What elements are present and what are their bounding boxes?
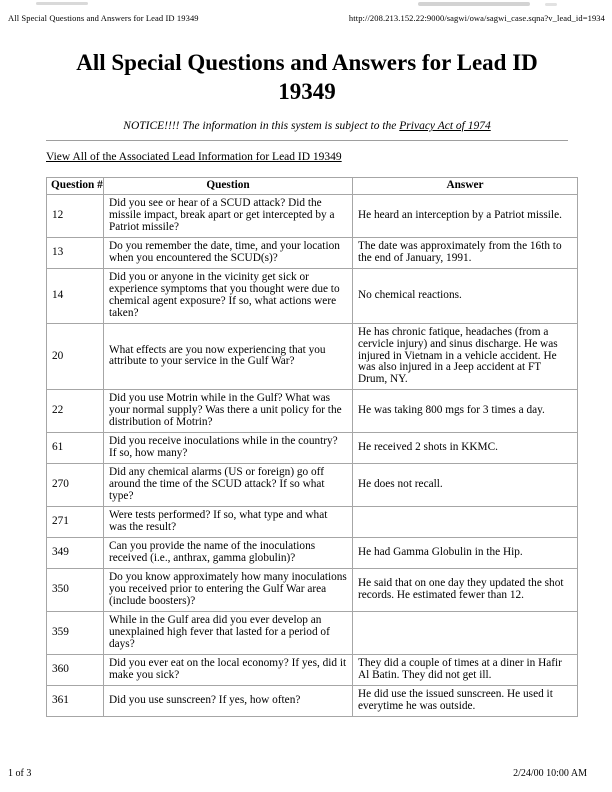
question-number-cell: 271	[47, 507, 104, 538]
question-number-cell: 359	[47, 611, 104, 654]
print-timestamp: 2/24/00 10:00 AM	[513, 768, 587, 779]
answer-cell: He heard an interception by a Patriot missile.	[353, 194, 578, 237]
table-body	[47, 194, 578, 716]
table-row	[47, 237, 578, 268]
question-number-cell: 14	[47, 268, 104, 323]
table-row	[47, 654, 578, 685]
browser-print-header	[8, 13, 605, 23]
answer-cell: He said that on one day they updated the shot records. He estimated fewer than 12.	[353, 569, 578, 612]
question-number-cell: 349	[47, 538, 104, 569]
table-row	[47, 323, 578, 390]
table-row	[47, 390, 578, 433]
question-cell: What effects are you now experiencing that you attribute to your service in the Gulf War?	[104, 323, 353, 390]
column-header-question: Question	[104, 177, 353, 194]
question-cell: Did you use sunscreen? If yes, how often?	[104, 685, 353, 716]
page-title: All Special Questions and Answers for Lead ID 19349	[76, 50, 538, 105]
column-header-question-number: Question #	[47, 177, 104, 194]
view-all-lead-info-link[interactable]: View All of the Associated Lead Information for Lead ID 19349	[46, 150, 342, 163]
page-number: 1 of 3	[8, 768, 32, 779]
question-cell: While in the Gulf area did you ever develop an unexplained high fever that lasted for a period of days?	[104, 611, 353, 654]
question-number-cell: 360	[47, 654, 104, 685]
question-cell: Did you ever eat on the local economy? If yes, did it make you sick?	[104, 654, 353, 685]
table-row	[47, 611, 578, 654]
print-header-url: http://208.213.152.22:9000/sagwi/owa/sagwi_case.sqna?v_lead_id=1934	[348, 13, 605, 23]
table-row	[47, 433, 578, 464]
question-cell: Did you receive inoculations while in the country? If so, how many?	[104, 433, 353, 464]
privacy-notice-text: NOTICE!!!! The information in this system is subject to the	[123, 119, 400, 132]
table-row	[47, 569, 578, 612]
horizontal-rule	[46, 140, 568, 141]
answer-cell: He was taking 800 mgs for 3 times a day.	[353, 390, 578, 433]
question-cell: Did you use Motrin while in the Gulf? What was your normal supply? Was there a unit policy for the distribution of Motrin?	[104, 390, 353, 433]
privacy-notice	[46, 120, 568, 132]
question-number-cell: 12	[47, 194, 104, 237]
answer-cell: He does not recall.	[353, 464, 578, 507]
answer-cell: He received 2 shots in KKMC.	[353, 433, 578, 464]
answer-cell: No chemical reactions.	[353, 268, 578, 323]
table-row	[47, 194, 578, 237]
question-cell: Do you remember the date, time, and your location when you encountered the SCUD(s)?	[104, 237, 353, 268]
question-cell: Were tests performed? If so, what type and what was the result?	[104, 507, 353, 538]
column-header-answer: Answer	[353, 177, 578, 194]
scan-artifact	[418, 2, 530, 6]
question-number-cell: 350	[47, 569, 104, 612]
answer-cell	[353, 611, 578, 654]
question-cell: Did you see or hear of a SCUD attack? Did the missile impact, break apart or get intercepted by a Patriot missile?	[104, 194, 353, 237]
table-row	[47, 268, 578, 323]
scan-artifact	[36, 2, 88, 5]
answer-cell: He had Gamma Globulin in the Hip.	[353, 538, 578, 569]
question-number-cell: 361	[47, 685, 104, 716]
table-header-row	[47, 177, 578, 194]
question-cell: Can you provide the name of the inoculations received (i.e., anthrax, gamma globulin)?	[104, 538, 353, 569]
privacy-act-link[interactable]: Privacy Act of 1974	[399, 119, 491, 132]
question-cell: Did any chemical alarms (US or foreign) go off around the time of the SCUD attack? If so what type?	[104, 464, 353, 507]
print-header-title: All Special Questions and Answers for Lead ID 19349	[8, 13, 199, 23]
question-number-cell: 20	[47, 323, 104, 390]
answer-cell	[353, 507, 578, 538]
answer-cell: They did a couple of times at a diner in Hafir Al Batin. They did not get ill.	[353, 654, 578, 685]
scan-artifact	[545, 3, 557, 6]
question-cell: Did you or anyone in the vicinity get sick or experience symptoms that you thought were due to chemical agent exposure? If so, what actions were taken?	[104, 268, 353, 323]
question-cell: Do you know approximately how many inoculations you received prior to entering the Gulf War area (include boosters)?	[104, 569, 353, 612]
table-row	[47, 538, 578, 569]
question-number-cell: 22	[47, 390, 104, 433]
question-number-cell: 61	[47, 433, 104, 464]
answer-cell: He did use the issued sunscreen. He used it everytime he was outside.	[353, 685, 578, 716]
table-row	[47, 464, 578, 507]
answer-cell: The date was approximately from the 16th to the end of January, 1991.	[353, 237, 578, 268]
questions-answers-table	[46, 177, 578, 717]
table-row	[47, 507, 578, 538]
answer-cell: He has chronic fatique, headaches (from a cervicle injury) and sinus discharge. He was injured in Vietnam in a vehicle accident. He was also injured in a Jeep accident at FT Drum, NY.	[353, 323, 578, 390]
question-number-cell: 270	[47, 464, 104, 507]
table-row	[47, 685, 578, 716]
question-number-cell: 13	[47, 237, 104, 268]
